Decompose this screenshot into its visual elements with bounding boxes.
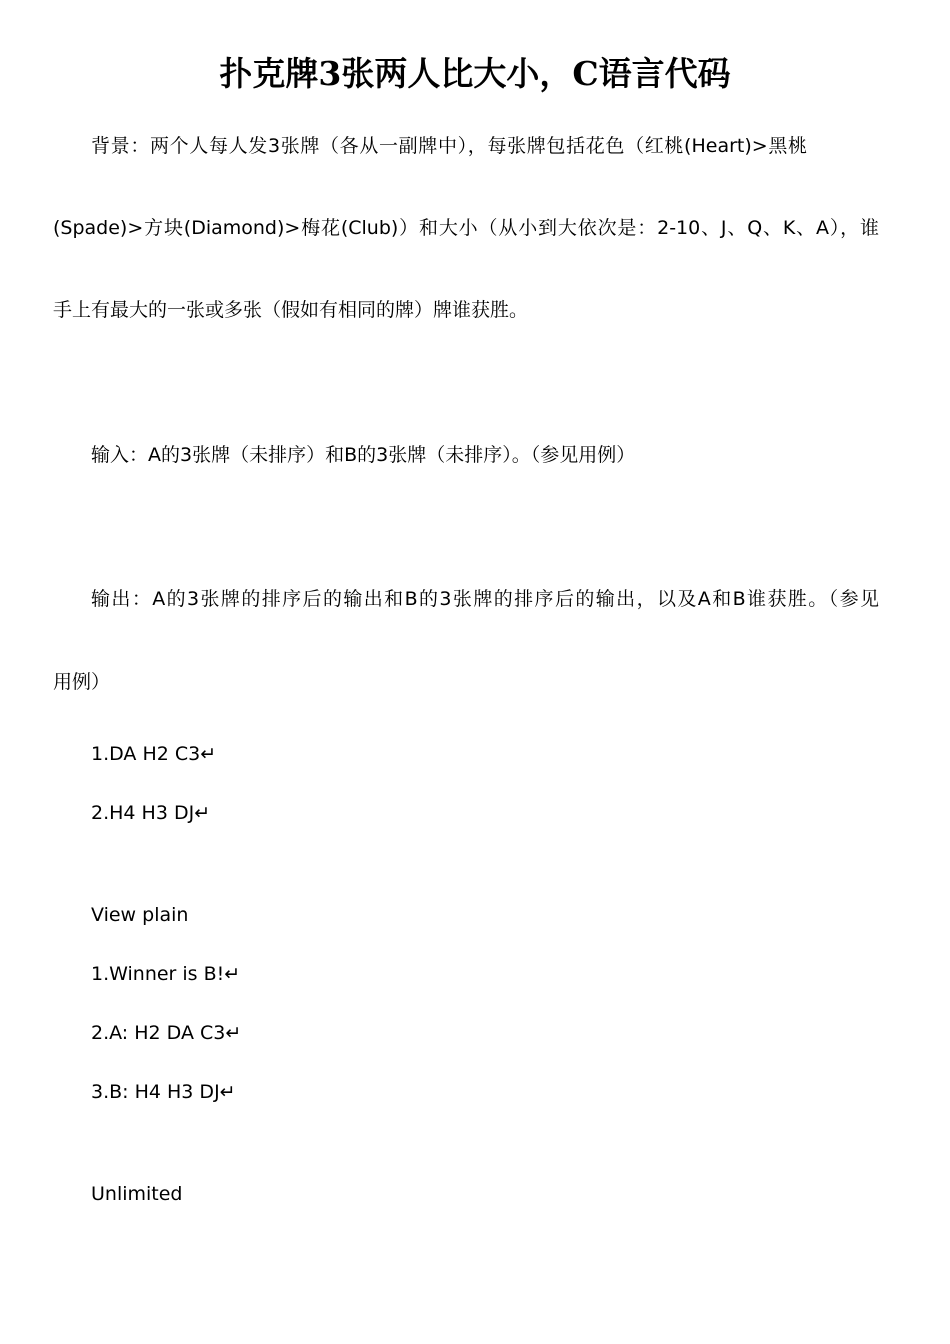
view-plain-label: View plain xyxy=(91,904,189,926)
unlimited-label: Unlimited xyxy=(91,1183,183,1205)
background-line-2: (Spade)>方块(Diamond)>梅花(Club)）和大小（从小到大依次是：2-10、J、Q、K、A），谁 xyxy=(53,217,879,239)
output-description-line-1: 输出：A的3张牌的排序后的输出和B的3张牌的排序后的输出，以及A和B谁获胜。（参见 xyxy=(91,588,879,610)
document-title: 扑克牌3张两人比大小，C语言代码 xyxy=(219,54,731,93)
input-example-line-2: 2.H4 H3 DJ↵ xyxy=(91,802,211,824)
background-line-1: 背景：两个人每人发3张牌（各从一副牌中），每张牌包括花色（红桃(Heart)>黑桃 xyxy=(91,135,807,157)
output-example-line-3: 3.B: H4 H3 DJ↵ xyxy=(91,1081,236,1103)
output-example-line-1: 1.Winner is B!↵ xyxy=(91,963,241,985)
input-example-line-1: 1.DA H2 C3↵ xyxy=(91,743,217,765)
output-description-line-2: 用例） xyxy=(53,671,111,693)
background-line-3: 手上有最大的一张或多张（假如有相同的牌）牌谁获胜。 xyxy=(53,299,529,321)
output-example-line-2: 2.A: H2 DA C3↵ xyxy=(91,1022,242,1044)
input-description: 输入：A的3张牌（未排序）和B的3张牌（未排序）。（参见用例） xyxy=(91,444,636,466)
